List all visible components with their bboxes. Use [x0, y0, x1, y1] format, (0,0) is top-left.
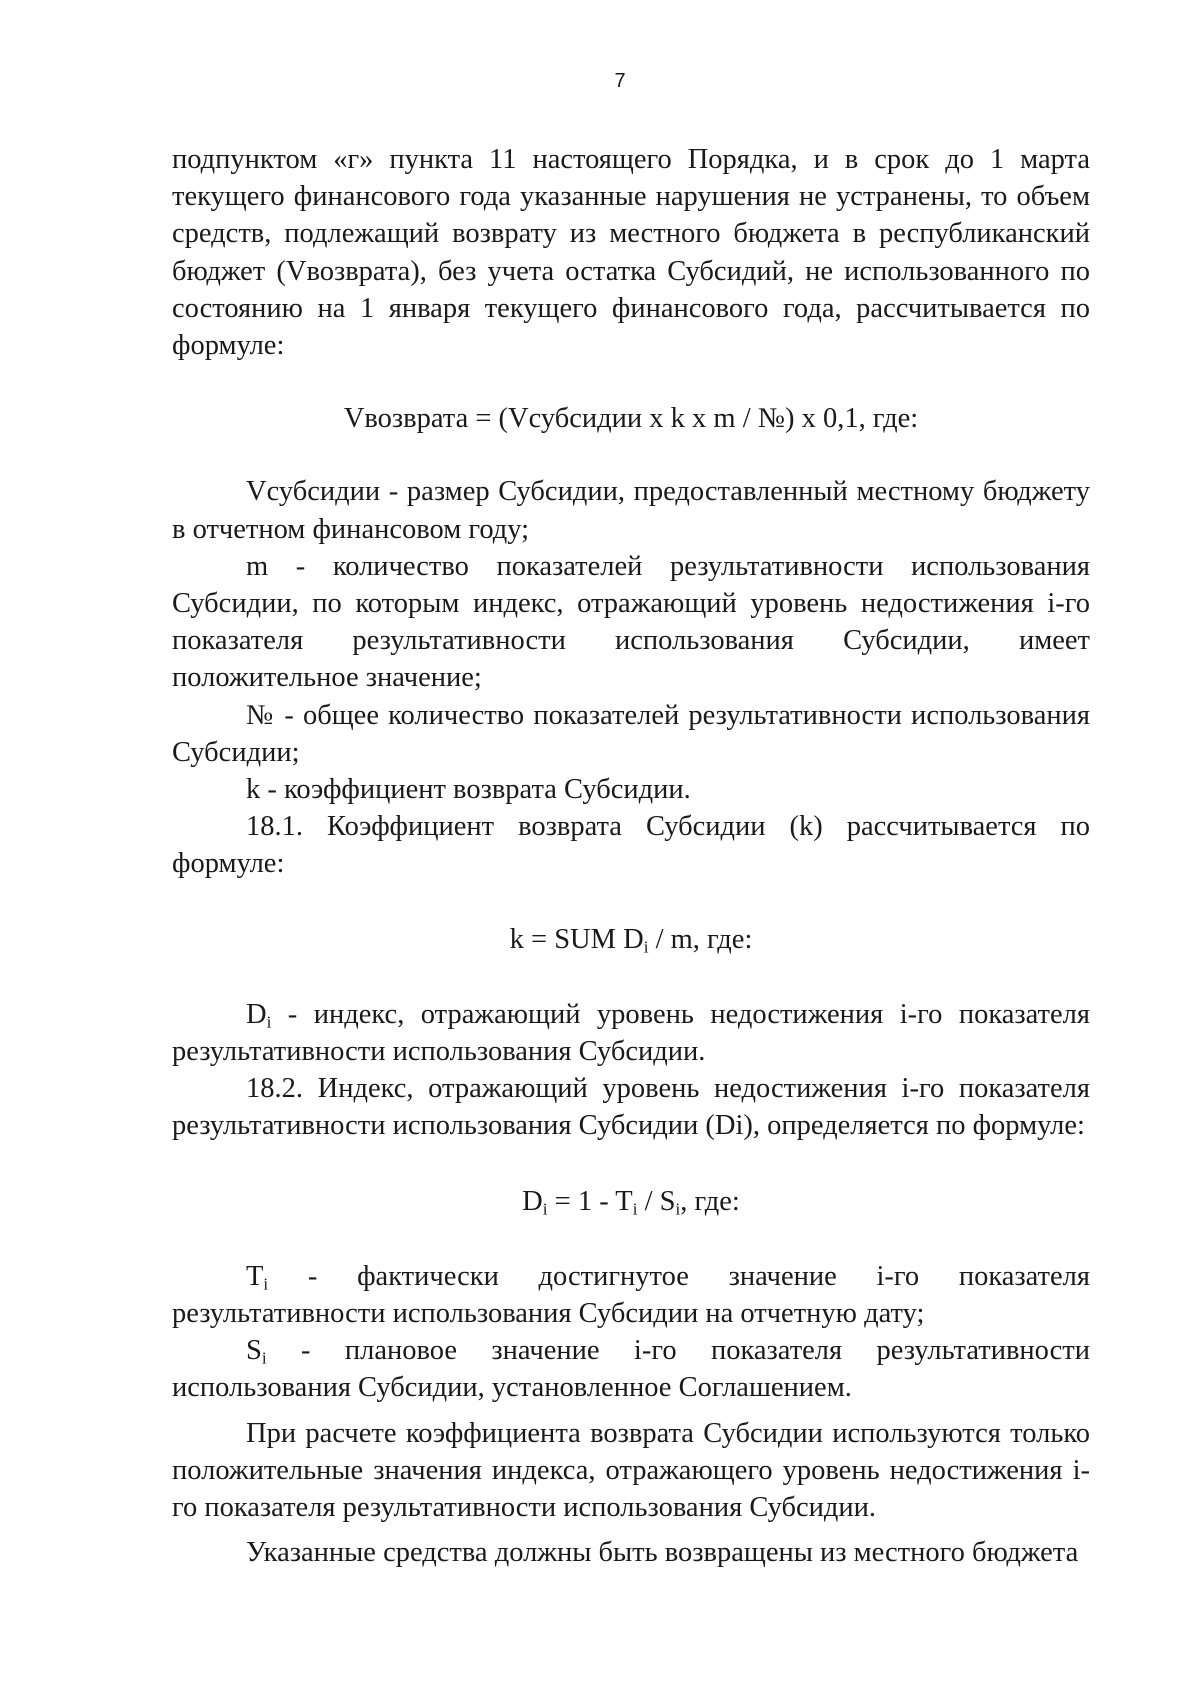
paragraph-return-funds: Указанные средства должны быть возвращены из местного бюджета — [246, 1537, 1079, 1569]
clause-18-2: 18.2. Индекс, отражающий уровень недостижения i-го показателя результативности использования Субсидии (Di), определяется по формуле: — [172, 1073, 1090, 1142]
formula-d: $D_i = 1 - T_i / S_i$, где: — [522, 1185, 740, 1218]
paragraph-positive-values: При расчете коэффициента возврата Субсидии используются только положительные значения индекса, отражающего уровень недостижения i-го показателя результативности использования Субсидии. — [172, 1417, 1090, 1524]
page-number: 7 — [614, 70, 626, 92]
definition-v-subsidy: Vсубсидии - размер Субсидии, предоставленный местному бюджету в отчетном финансовом году; — [172, 476, 1090, 545]
definition-n: № - общее количество показателей результативности использования Субсидии; — [172, 699, 1090, 768]
formula-v-return: Vвозврата = (Vсубсидии x k x m / №) x 0,1, где: — [343, 403, 919, 435]
document-body — [172, 141, 1090, 1572]
definition-k: k - коэффициент возврата Субсидии. — [246, 774, 691, 806]
formula-k: k = SUM $D_i$ / m, где: — [509, 923, 753, 956]
clause-18-1: 18.1. Коэффициент возврата Субсидии (k) рассчитывается по формуле: — [172, 811, 1090, 880]
definition-s: $S_i$ - плановое значение i-го показателя результативности использования Субсидии, установленное Соглашением. — [172, 1335, 1090, 1404]
definition-d: $D_i$ - индекс, отражающий уровень недостижения i-го показателя результативности использования Субсидии. — [172, 998, 1090, 1068]
intro-paragraph: подпунктом «г» пункта 11 настоящего Порядка, и в срок до 1 марта текущего финансового года указанные нарушения не устранены, то объем средств, подлежащий возврату из местного бюджета в республиканский бюджет (Vвозврата), без учета остатка Субсидий, не использованного по состоянию на 1 января текущего финансового года, рассчитывается по формуле: — [172, 144, 1090, 362]
definition-m: m - количество показателей результативности использования Субсидии, по которым индекс, отражающий уровень недостижения i-го показателя результативности использования Субсидии, имеет положительное значение; — [172, 550, 1090, 694]
definition-t: $T_i$ - фактически достигнутое значение i-го показателя результативности использования Субсидии на отчетную дату; — [172, 1260, 1090, 1330]
